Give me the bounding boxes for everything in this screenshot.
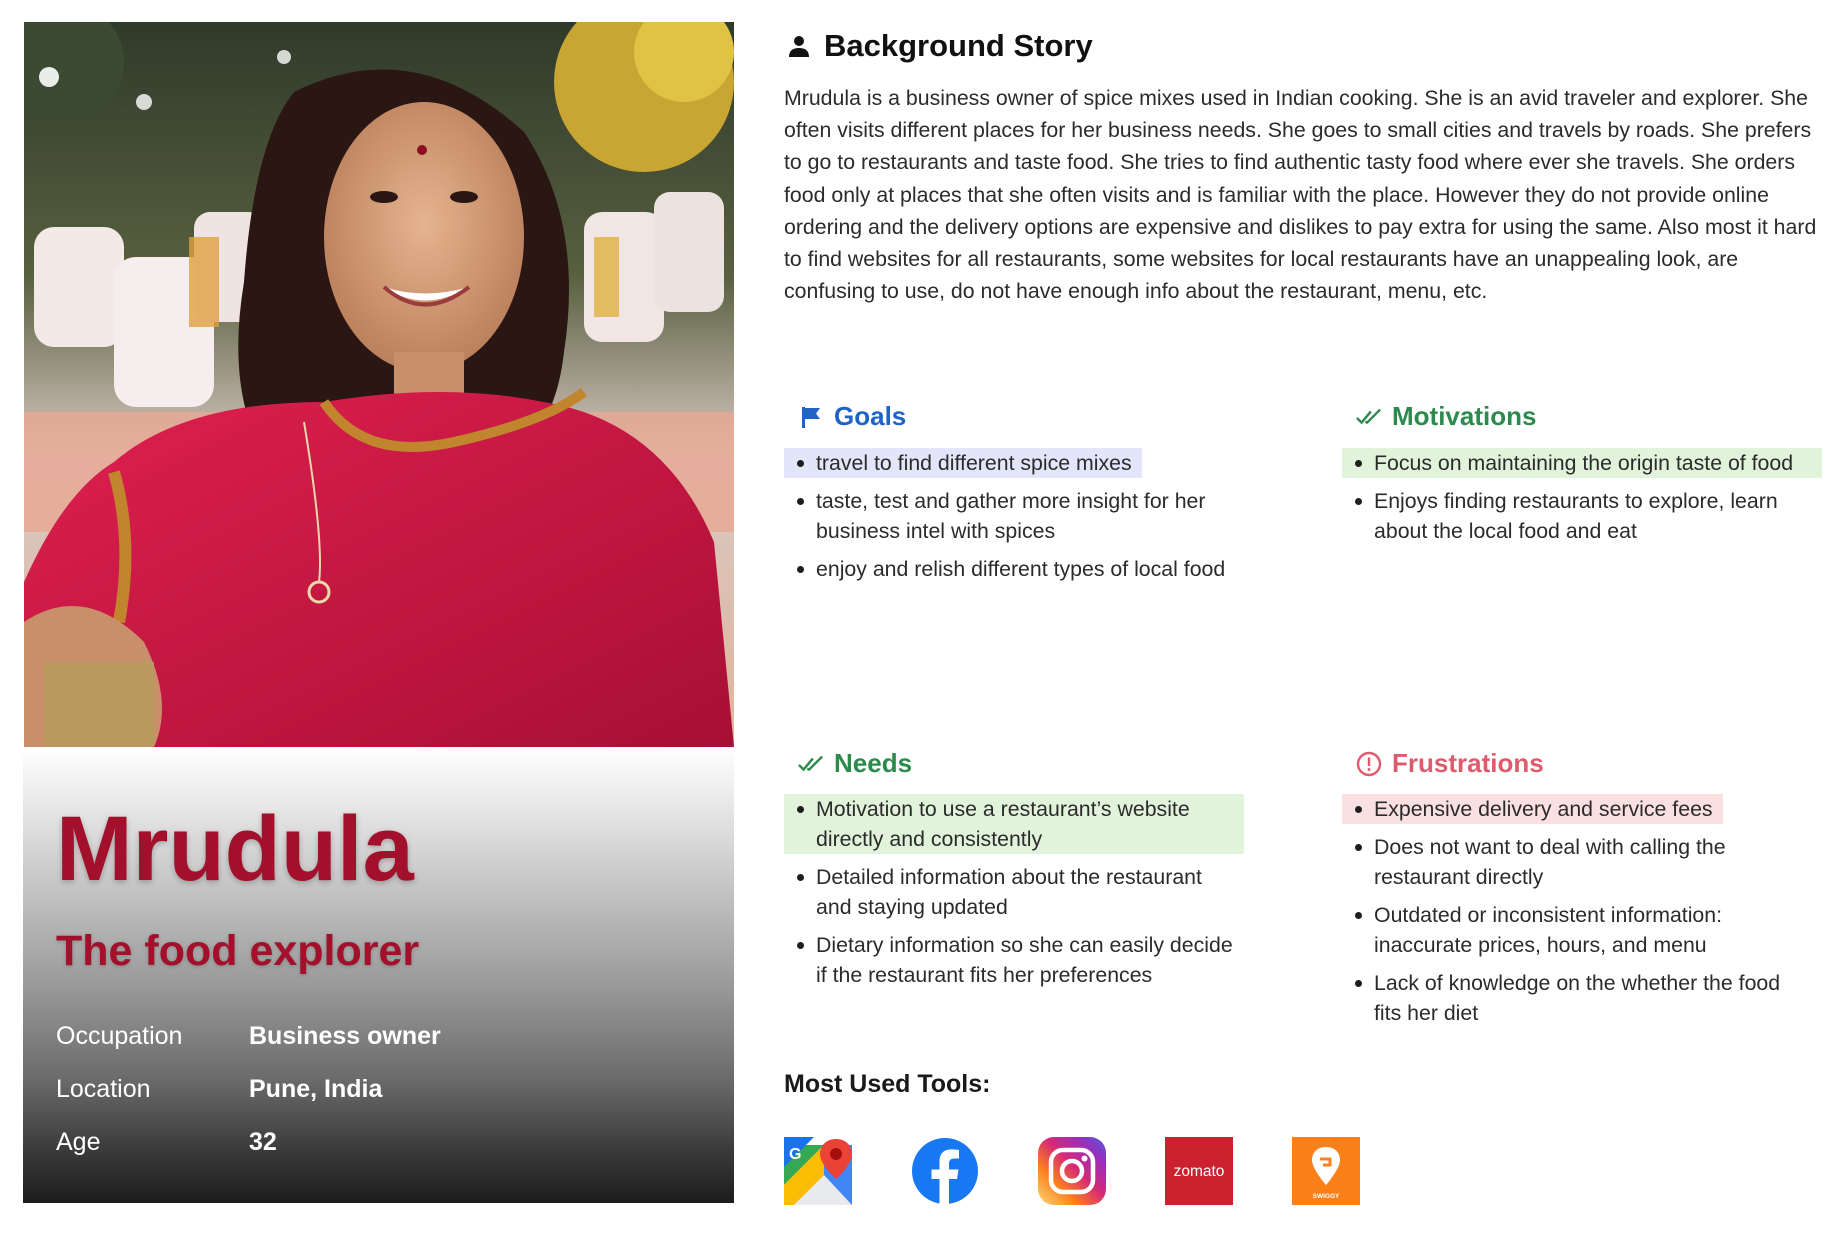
persona-info-panel	[23, 747, 734, 1203]
fact-label: Occupation	[56, 1022, 183, 1050]
list-item: Focus on maintaining the origin taste of food	[1342, 448, 1822, 478]
flag-icon	[798, 404, 824, 430]
frustrations-title: Frustrations	[1392, 748, 1544, 778]
list-item: travel to find different spice mixes	[784, 448, 1142, 478]
goals-list	[784, 448, 1264, 592]
svg-text:zomato: zomato	[1173, 1163, 1225, 1180]
list-item: Dietary information so she can easily decide if the restaurant fits her preferences	[784, 930, 1244, 990]
persona-photo	[24, 22, 734, 747]
persona-tagline: The food explorer	[56, 927, 420, 975]
facebook-icon	[911, 1137, 979, 1205]
fact-value: Pune, India	[249, 1075, 383, 1103]
alert-circle-icon	[1356, 751, 1382, 777]
goals-title: Goals	[834, 401, 907, 431]
background-story-title: Background Story	[824, 28, 1093, 63]
list-item: Lack of knowledge on the whether the food fits her diet	[1342, 968, 1822, 1028]
background-story-text: Mrudula is a business owner of spice mixes used in Indian cooking. She is an avid traveler and explorer. She often visits different places for her business needs. She goes to small cities and travels by roads. She prefers to go to restaurants and taste food. She tries to find authentic tasty food where ever she travels. She orders food only at places that she often visits and is familiar with the place. However they do not provide online ordering and the delivery options are expensive and dislikes to pay extra for using the same. Also most it hard to find websites for all restaurants, some websites for local restaurants have an unappealing look, are confusing to use, do not have enough info about the restaurant, menu, etc.	[784, 86, 1817, 304]
needs-heading	[798, 748, 912, 779]
motivations-title: Motivations	[1392, 401, 1537, 431]
list-item: taste, test and gather more insight for her business intel with spices	[784, 486, 1264, 546]
zomato-icon	[1165, 1137, 1233, 1205]
fact-value: Business owner	[249, 1022, 441, 1050]
fact-occupation	[56, 1022, 696, 1062]
frustrations-heading	[1356, 748, 1544, 779]
person-icon	[784, 31, 814, 61]
list-item: enjoy and relish different types of local food	[784, 554, 1264, 584]
motivations-heading	[1356, 401, 1536, 432]
needs-title: Needs	[834, 748, 913, 778]
list-item: Outdated or inconsistent information: inaccurate prices, hours, and menu	[1342, 900, 1822, 960]
double-check-icon	[1356, 404, 1382, 430]
background-story-heading	[784, 28, 1093, 64]
list-item: Motivation to use a restaurant’s website directly and consistently	[784, 794, 1244, 854]
list-item: Does not want to deal with calling the restaurant directly	[1342, 832, 1822, 892]
frustrations-list	[1342, 794, 1822, 1036]
persona-name: Mrudula	[56, 798, 414, 900]
double-check-icon	[798, 751, 824, 777]
fact-label: Location	[56, 1075, 151, 1103]
needs-list	[784, 794, 1244, 998]
google-maps-icon	[784, 1137, 852, 1205]
svg-text:G: G	[789, 1146, 802, 1163]
instagram-icon	[1038, 1137, 1106, 1205]
tools-heading: Most Used Tools:	[784, 1070, 991, 1098]
motivations-list	[1342, 448, 1822, 554]
fact-value: 32	[249, 1128, 277, 1156]
fact-label: Age	[56, 1128, 101, 1156]
goals-heading	[798, 401, 906, 432]
list-item: Expensive delivery and service fees	[1342, 794, 1723, 824]
list-item: Detailed information about the restaurant and staying updated	[784, 862, 1244, 922]
swiggy-icon	[1292, 1137, 1360, 1205]
fact-age	[56, 1128, 696, 1168]
list-item: Enjoys finding restaurants to explore, learn about the local food and eat	[1342, 486, 1822, 546]
fact-location	[56, 1075, 696, 1115]
svg-text:SWIGGY: SWIGGY	[1312, 1193, 1340, 1200]
